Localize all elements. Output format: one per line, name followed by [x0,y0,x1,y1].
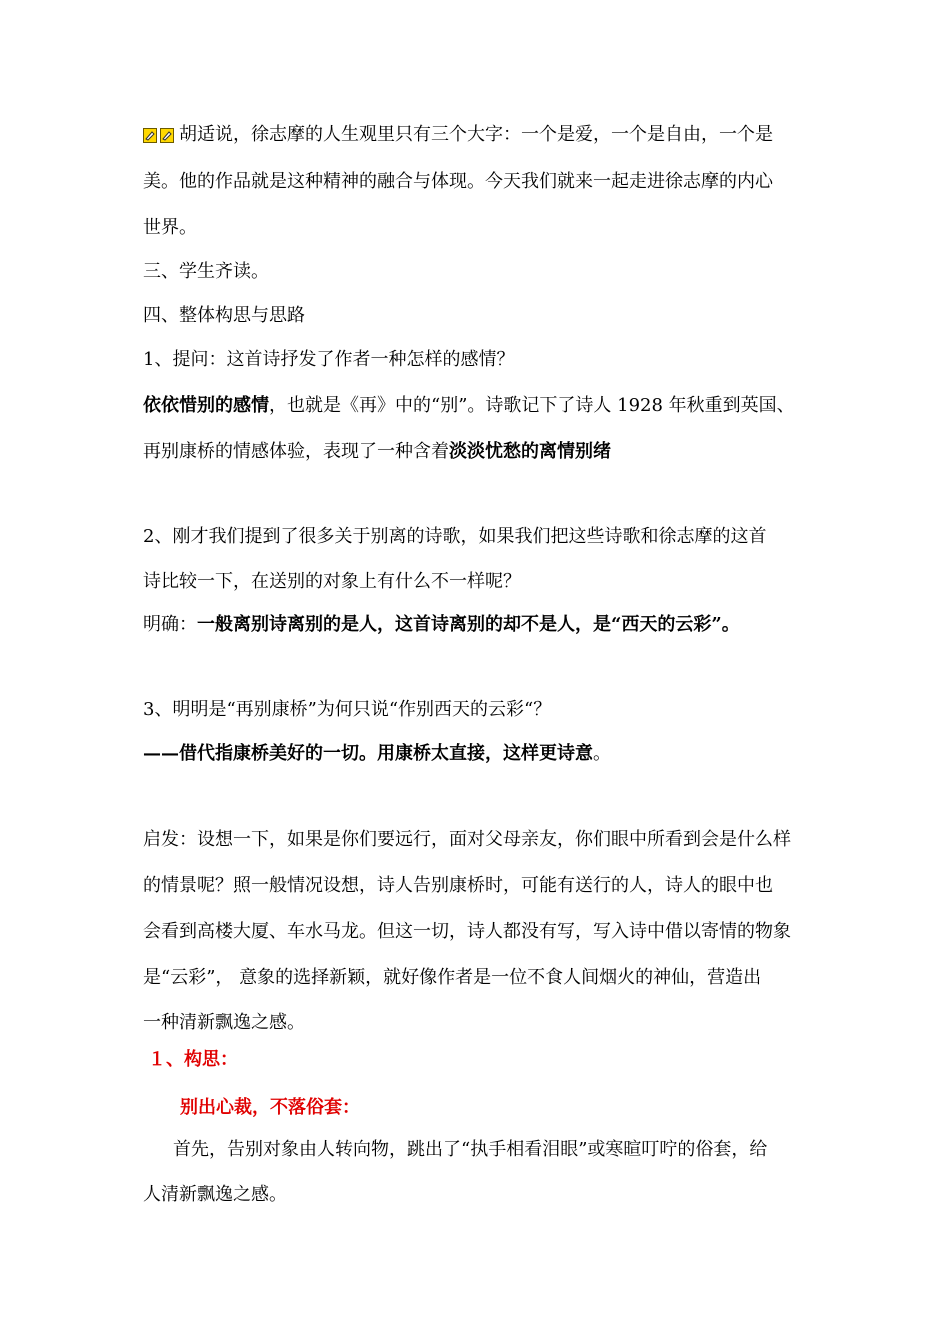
answer-2-bold: 一般离别诗离别的是人，这首诗离别的却不是人，是“西天的云彩”。 [197,614,740,635]
answer-1-text-2: 再别康桥的情感体验，表现了一种含着 [143,441,449,462]
intro-line-3: 世界。 [143,217,197,238]
question-3: 3、明明是“再别康桥”为何只说“作别西天的云彩“？ [143,699,552,720]
answer-1-bold-2: 淡淡忧愁的离情别绪 [449,441,611,462]
section-3-heading: 三、学生齐读。 [143,261,269,282]
answer-1-line-2 [143,440,813,464]
inspire-line-3: 会看到高楼大厦、车水马龙。但这一切，诗人都没有写，写入诗中借以寄情的物象 [143,921,791,942]
concept-line-2: 人清新飘逸之感。 [143,1184,287,1205]
answer-3-end: 。 [593,743,611,764]
question-1: 1、提问：这首诗抒发了作者一种怎样的感情？ [143,349,515,370]
concept-heading: １、构思： [148,1049,238,1070]
intro-text-1: 胡适说，徐志摩的人生观里只有三个大字：一个是爱，一个是自由，一个是 [179,124,773,145]
section-4-heading: 四、整体构思与思路 [143,305,305,326]
inspire-line-5: 一种清新飘逸之感。 [143,1012,305,1033]
answer-1-bold: 依依惜别的感情 [143,395,269,416]
intro-line-2: 美。他的作品就是这种精神的融合与体现。今天我们就来一起走进徐志摩的内心 [143,171,773,192]
question-2-line-2: 诗比较一下，在送别的对象上有什么不一样呢？ [143,571,521,592]
pencil-doc-icon [143,128,157,143]
inspire-line-4: 是“云彩”， 意象的选择新颖，就好像作者是一位不食人间烟火的神仙，营造出 [143,967,762,988]
icon-group [143,126,177,150]
concept-line-1: 首先，告别对象由人转向物，跳出了“执手相看泪眼”或寒暄叮咛的俗套，给 [173,1139,768,1160]
intro-line-1 [143,123,813,150]
answer-1-line-1 [143,394,813,418]
answer-3-bold: ——借代指康桥美好的一切。用康桥太直接，这样更诗意 [143,743,593,764]
answer-2 [143,613,813,637]
pencil-doc-icon [160,128,174,143]
answer-1-text: ，也就是《再》中的“别”。诗歌记下了诗人 1928 年秋重到英国、 [269,395,795,416]
question-2-line-1: 2、刚才我们提到了很多关于别离的诗歌，如果我们把这些诗歌和徐志摩的这首 [143,526,767,547]
inspire-line-1: 启发：设想一下，如果是你们要远行，面对父母亲友，你们眼中所看到会是什么样 [143,829,791,850]
answer-3 [143,742,813,766]
concept-subheading: 别出心裁，不落俗套： [180,1097,360,1118]
answer-2-label: 明确： [143,614,197,635]
inspire-line-2: 的情景呢？照一般情况设想，诗人告别康桥时，可能有送行的人，诗人的眼中也 [143,875,773,896]
